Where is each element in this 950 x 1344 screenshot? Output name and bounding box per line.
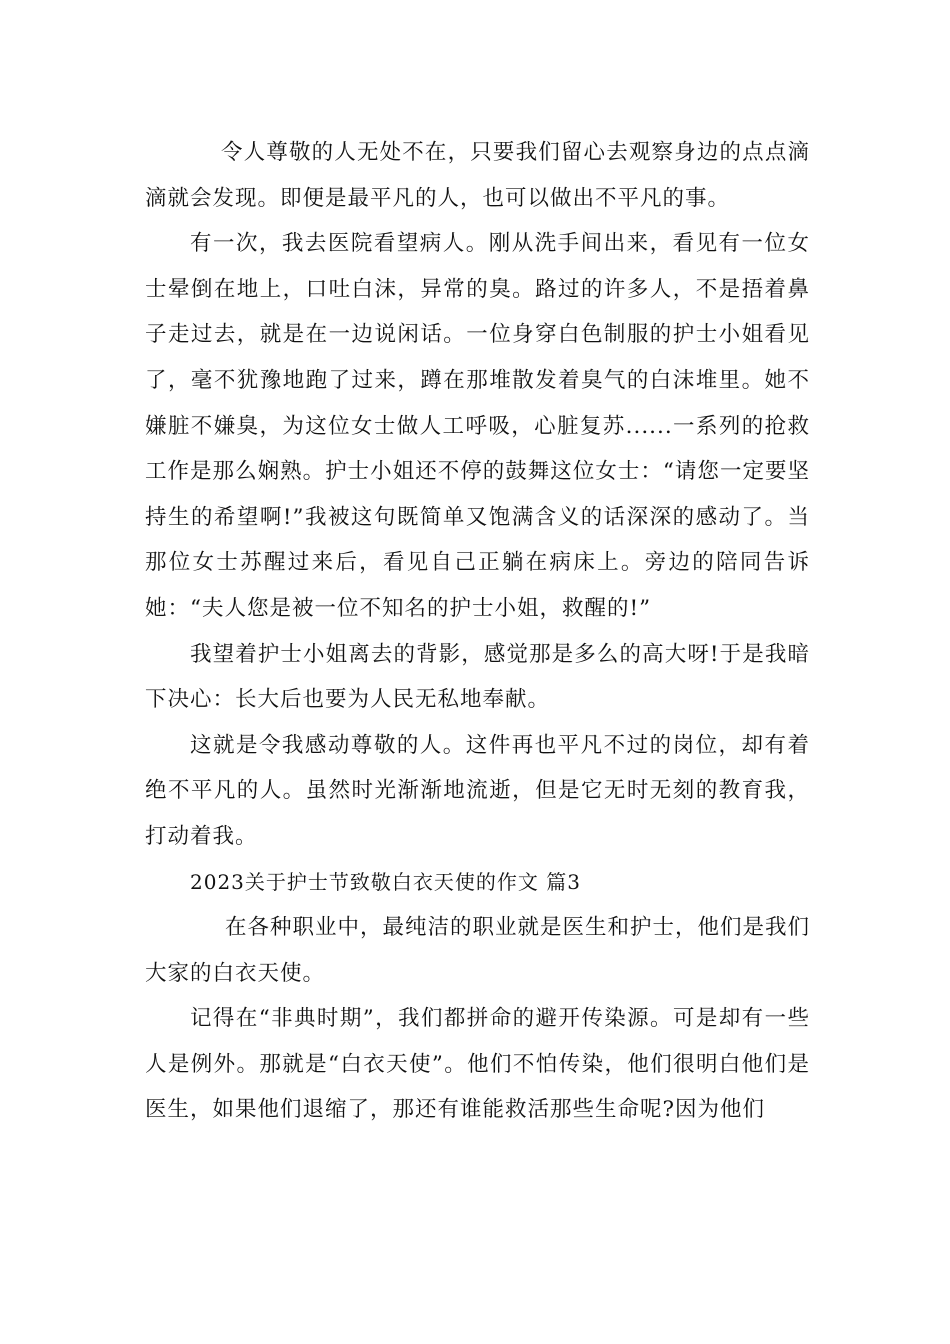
paragraph-hospital-story: 有一次，我去医院看望病人。刚从洗手间出来，看见有一位女士晕倒在地上，口吐白沫，异常的臭。路过的许多人，不是捂着鼻子走过去，就是在一边说闲话。一位身穿白色制服的护士小姐看见了，毫不犹豫地跑了过来，蹲在那堆散发着臭气的白沫堆里。她不嫌脏不嫌臭，为这位女士做人工呼吸，心脏复苏......一系列的抢救工作是那么娴熟。护士小姐还不停的鼓舞这位女士：“请您一定要坚持生的希望啊!”我被这句既简单又饱满含义的话深深的感动了。当那位女士苏醒过来后，看见自己正躺在病床上。旁边的陪同告诉她：“夫人您是被一位不知名的护士小姐，救醒的!” bbox=[145, 231, 810, 621]
paragraph-intro: 令人尊敬的人无处不在，只要我们留心去观察身边的点点滴滴就会发现。即便是最平凡的人，也可以做出不平凡的事。 bbox=[145, 140, 810, 211]
paragraph-resolution: 我望着护士小姐离去的背影，感觉那是多么的高大呀!于是我暗下决心：长大后也要为人民无私地奉献。 bbox=[145, 641, 810, 713]
paragraph-conclusion: 这就是令我感动尊敬的人。这件再也平凡不过的岗位，却有着绝不平凡的人。虽然时光渐渐地流逝，但是它无时无刻的教育我，打动着我。 bbox=[145, 732, 810, 849]
section-heading: 2023关于护士节致敬白衣天使的作文 篇3 bbox=[190, 869, 581, 894]
paragraph-sars-period: 记得在“非典时期”，我们都拼命的避开传染源。可是却有一些人是例外。那就是“白衣天使”。他们不怕传染，他们很明白他们是医生，如果他们退缩了，那还有谁能救活那些生命呢?因为他们 bbox=[145, 1006, 810, 1123]
paragraph-section3-intro: 在各种职业中，最纯洁的职业就是医生和护士，他们是我们大家的白衣天使。 bbox=[145, 915, 811, 986]
document-body bbox=[145, 130, 810, 1133]
